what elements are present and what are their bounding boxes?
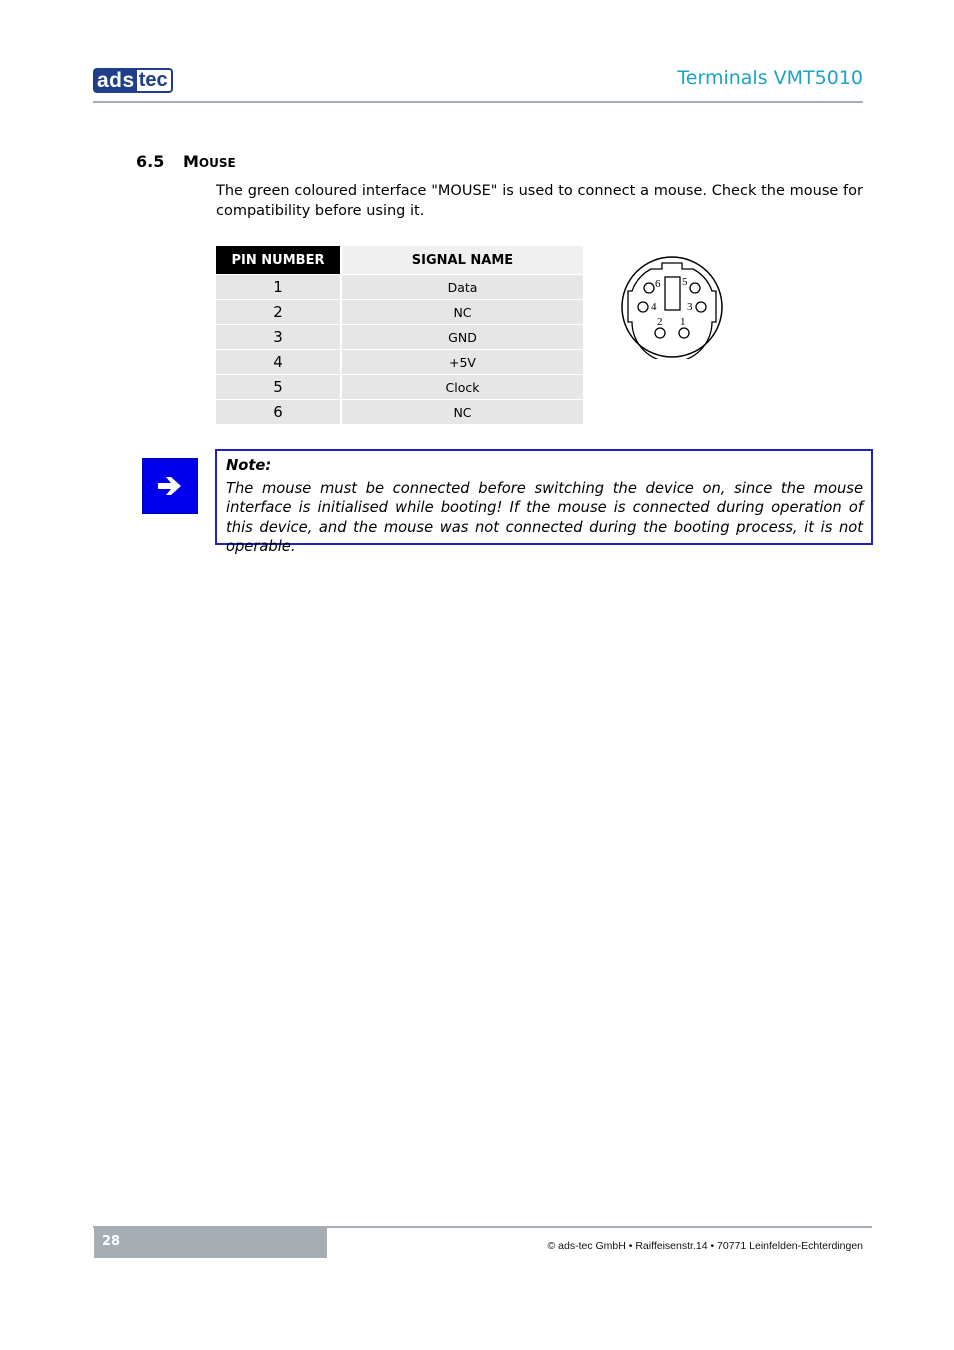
signal-name-cell: Data [341, 275, 583, 300]
signal-name-cell: NC [341, 400, 583, 425]
pin-number-cell: 4 [216, 350, 341, 375]
pin-label: 5 [682, 276, 688, 288]
document-title: Terminals VMT5010 [677, 67, 863, 89]
pin-2-hole [655, 328, 665, 338]
page-number: 28 [94, 1228, 327, 1258]
logo-ads: ads [93, 68, 137, 93]
arrow-right-icon [156, 474, 184, 498]
table-row [216, 275, 583, 300]
pin-number-cell: 6 [216, 400, 341, 425]
header-divider [93, 101, 863, 103]
pin-number-header: PIN NUMBER [216, 246, 341, 275]
pin-4-hole [638, 302, 648, 312]
note-arrow-box [142, 458, 198, 514]
note-box [215, 449, 873, 555]
note-title: Note: [226, 457, 272, 474]
pin-label: 3 [687, 301, 693, 313]
section-number: 6.5 [136, 152, 165, 171]
pin-table [216, 246, 583, 425]
pin-number-cell: 3 [216, 325, 341, 350]
pin-6-hole [644, 283, 654, 293]
pin-number-cell: 1 [216, 275, 341, 300]
pin-number-cell: 2 [216, 300, 341, 325]
pin-number-cell: 5 [216, 375, 341, 400]
pin-label: 6 [655, 278, 661, 290]
connector-key [665, 277, 680, 310]
section-title-initial: M [183, 152, 199, 171]
section-title-rest: OUSE [198, 156, 236, 170]
table-row [216, 400, 583, 425]
signal-name-cell: NC [341, 300, 583, 325]
pin-1-hole [679, 328, 689, 338]
pin-3-hole [696, 302, 706, 312]
pin-label: 4 [651, 301, 657, 313]
pin-label: 2 [657, 316, 663, 328]
pin-5-hole [690, 283, 700, 293]
signal-name-cell: +5V [341, 350, 583, 375]
signal-name-header: SIGNAL NAME [341, 246, 583, 275]
pin-label: 1 [680, 316, 686, 328]
signal-name-cell: Clock [341, 375, 583, 400]
table-row [216, 300, 583, 325]
table-row [216, 350, 583, 375]
footer-copyright: © ads-tec GmbH • Raiffeisenstr.14 • 70771 Leinfelden-Echterdingen [547, 1240, 863, 1252]
signal-name-cell: GND [341, 325, 583, 350]
ads-tec-logo [93, 68, 173, 93]
logo-tec: tec [137, 68, 173, 93]
section-intro: The green coloured interface "MOUSE" is used to connect a mouse. Check the mouse for compatibility before using it. [216, 183, 863, 219]
note-text: The mouse must be connected before switching the device on, since the mouse interface is initialised while booting! If the mouse is connected during operation of this device, and the mouse was not connected during the booting process, it is not operable. [226, 479, 863, 555]
mini-din-connector-diagram [620, 255, 724, 359]
section-title [183, 152, 236, 171]
table-row [216, 325, 583, 350]
table-row [216, 375, 583, 400]
